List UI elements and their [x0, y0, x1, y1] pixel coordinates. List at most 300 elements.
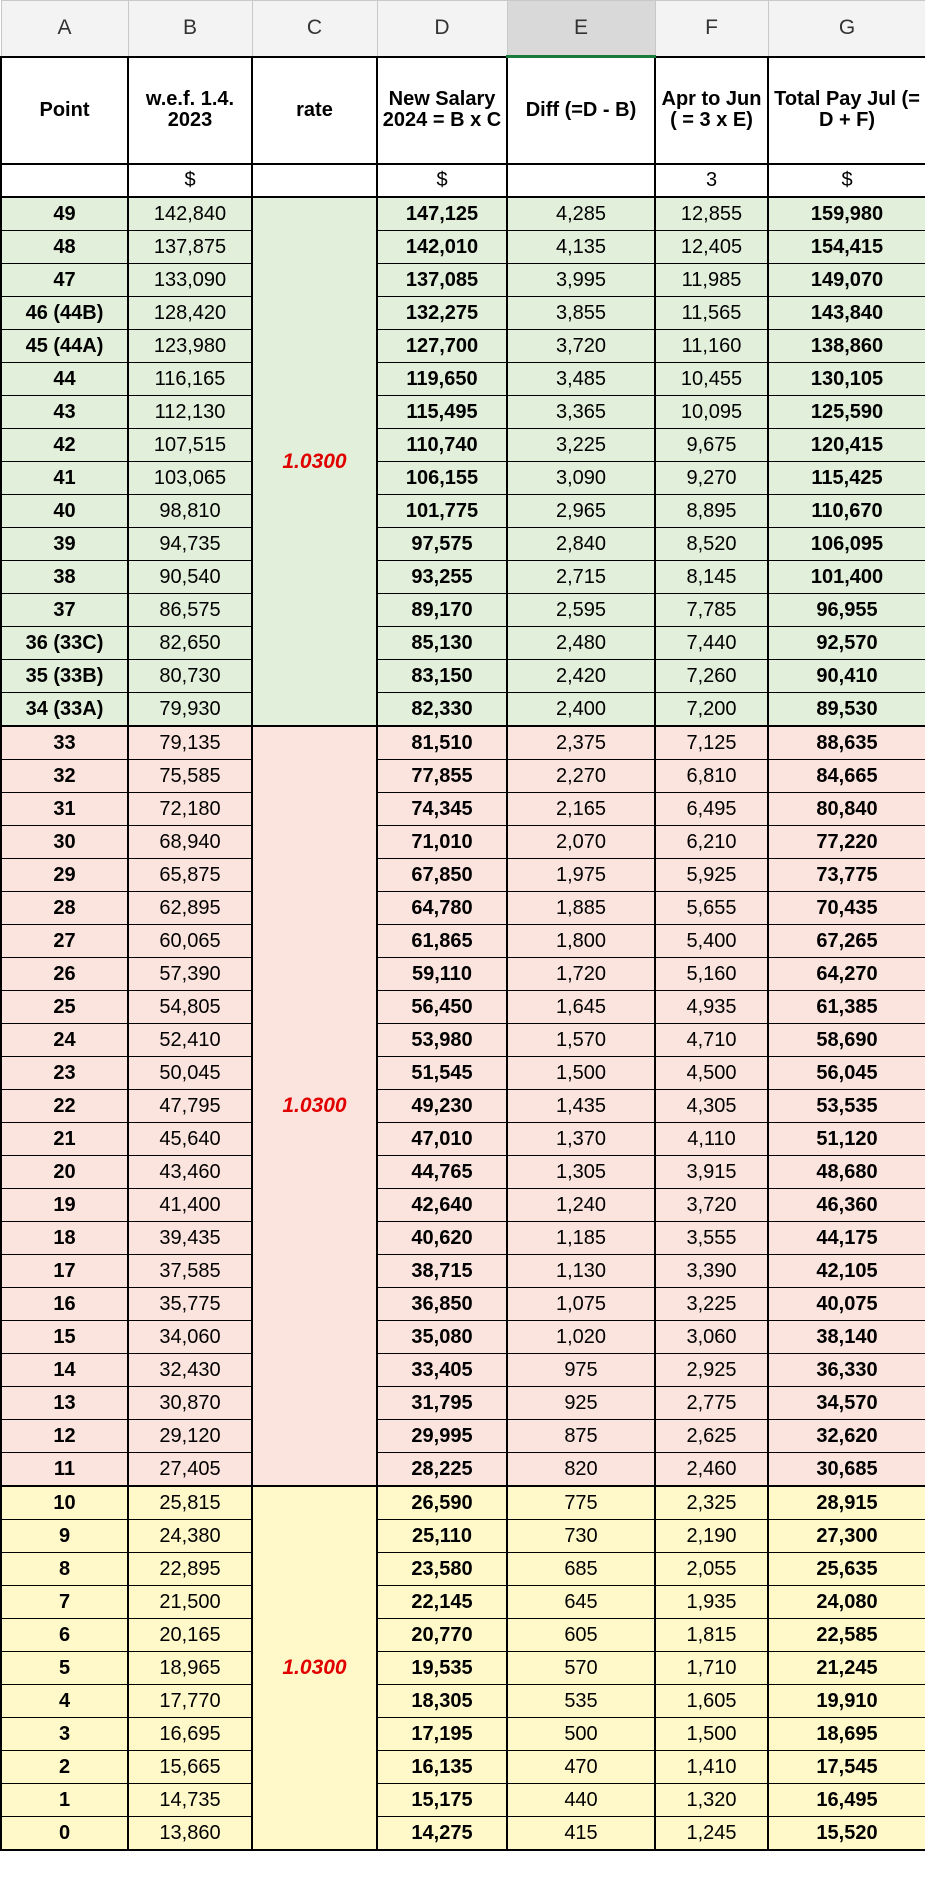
unit-point[interactable]: [1, 164, 128, 197]
cell-diff[interactable]: 4,135: [507, 231, 655, 264]
cell-apr-to-jun[interactable]: 4,710: [655, 1024, 768, 1057]
cell-apr-to-jun[interactable]: 7,125: [655, 726, 768, 760]
cell-new-salary[interactable]: 22,145: [377, 1586, 507, 1619]
cell-point[interactable]: 23: [1, 1057, 128, 1090]
cell-new-salary[interactable]: 56,450: [377, 991, 507, 1024]
cell-apr-to-jun[interactable]: 7,260: [655, 660, 768, 693]
cell-total-pay[interactable]: 143,840: [768, 297, 925, 330]
cell-new-salary[interactable]: 40,620: [377, 1222, 507, 1255]
cell-diff[interactable]: 2,270: [507, 760, 655, 793]
cell-total-pay[interactable]: 77,220: [768, 826, 925, 859]
cell-point[interactable]: 16: [1, 1288, 128, 1321]
column-header-d[interactable]: D: [377, 1, 507, 57]
cell-apr-to-jun[interactable]: 4,500: [655, 1057, 768, 1090]
cell-base-salary[interactable]: 57,390: [128, 958, 252, 991]
cell-total-pay[interactable]: 38,140: [768, 1321, 925, 1354]
cell-base-salary[interactable]: 133,090: [128, 264, 252, 297]
cell-base-salary[interactable]: 90,540: [128, 561, 252, 594]
cell-apr-to-jun[interactable]: 4,935: [655, 991, 768, 1024]
cell-total-pay[interactable]: 22,585: [768, 1619, 925, 1652]
cell-new-salary[interactable]: 59,110: [377, 958, 507, 991]
cell-diff[interactable]: 1,185: [507, 1222, 655, 1255]
cell-total-pay[interactable]: 34,570: [768, 1387, 925, 1420]
cell-apr-to-jun[interactable]: 12,405: [655, 231, 768, 264]
cell-point[interactable]: 29: [1, 859, 128, 892]
cell-diff[interactable]: 3,225: [507, 429, 655, 462]
cell-new-salary[interactable]: 93,255: [377, 561, 507, 594]
cell-point[interactable]: 49: [1, 197, 128, 231]
cell-apr-to-jun[interactable]: 1,605: [655, 1685, 768, 1718]
cell-diff[interactable]: 1,435: [507, 1090, 655, 1123]
cell-new-salary[interactable]: 115,495: [377, 396, 507, 429]
cell-base-salary[interactable]: 41,400: [128, 1189, 252, 1222]
cell-point[interactable]: 30: [1, 826, 128, 859]
cell-apr-to-jun[interactable]: 10,455: [655, 363, 768, 396]
cell-point[interactable]: 19: [1, 1189, 128, 1222]
cell-apr-to-jun[interactable]: 1,320: [655, 1784, 768, 1817]
cell-total-pay[interactable]: 28,915: [768, 1486, 925, 1520]
cell-apr-to-jun[interactable]: 3,555: [655, 1222, 768, 1255]
cell-new-salary[interactable]: 74,345: [377, 793, 507, 826]
header-new-salary[interactable]: New Salary 2024 = B x C: [377, 57, 507, 165]
cell-diff[interactable]: 1,570: [507, 1024, 655, 1057]
cell-diff[interactable]: 3,365: [507, 396, 655, 429]
cell-point[interactable]: 15: [1, 1321, 128, 1354]
cell-point[interactable]: 39: [1, 528, 128, 561]
cell-point[interactable]: 42: [1, 429, 128, 462]
cell-apr-to-jun[interactable]: 2,625: [655, 1420, 768, 1453]
cell-point[interactable]: 0: [1, 1817, 128, 1851]
cell-diff[interactable]: 1,130: [507, 1255, 655, 1288]
cell-point[interactable]: 11: [1, 1453, 128, 1487]
cell-apr-to-jun[interactable]: 7,440: [655, 627, 768, 660]
cell-diff[interactable]: 1,500: [507, 1057, 655, 1090]
unit-rate[interactable]: [252, 164, 377, 197]
cell-new-salary[interactable]: 28,225: [377, 1453, 507, 1487]
cell-total-pay[interactable]: 51,120: [768, 1123, 925, 1156]
cell-point[interactable]: 3: [1, 1718, 128, 1751]
cell-diff[interactable]: 3,485: [507, 363, 655, 396]
cell-new-salary[interactable]: 35,080: [377, 1321, 507, 1354]
cell-diff[interactable]: 1,645: [507, 991, 655, 1024]
cell-base-salary[interactable]: 98,810: [128, 495, 252, 528]
cell-total-pay[interactable]: 19,910: [768, 1685, 925, 1718]
cell-new-salary[interactable]: 19,535: [377, 1652, 507, 1685]
cell-apr-to-jun[interactable]: 1,500: [655, 1718, 768, 1751]
cell-base-salary[interactable]: 142,840: [128, 197, 252, 231]
cell-apr-to-jun[interactable]: 2,190: [655, 1520, 768, 1553]
cell-base-salary[interactable]: 94,735: [128, 528, 252, 561]
cell-diff[interactable]: 3,995: [507, 264, 655, 297]
cell-apr-to-jun[interactable]: 1,815: [655, 1619, 768, 1652]
cell-base-salary[interactable]: 107,515: [128, 429, 252, 462]
cell-new-salary[interactable]: 127,700: [377, 330, 507, 363]
cell-point[interactable]: 2: [1, 1751, 128, 1784]
cell-diff[interactable]: 2,400: [507, 693, 655, 727]
cell-total-pay[interactable]: 138,860: [768, 330, 925, 363]
cell-total-pay[interactable]: 32,620: [768, 1420, 925, 1453]
cell-total-pay[interactable]: 120,415: [768, 429, 925, 462]
cell-total-pay[interactable]: 73,775: [768, 859, 925, 892]
cell-new-salary[interactable]: 31,795: [377, 1387, 507, 1420]
cell-diff[interactable]: 1,885: [507, 892, 655, 925]
cell-base-salary[interactable]: 112,130: [128, 396, 252, 429]
cell-base-salary[interactable]: 103,065: [128, 462, 252, 495]
cell-point[interactable]: 4: [1, 1685, 128, 1718]
cell-diff[interactable]: 2,715: [507, 561, 655, 594]
cell-diff[interactable]: 605: [507, 1619, 655, 1652]
cell-point[interactable]: 14: [1, 1354, 128, 1387]
cell-total-pay[interactable]: 42,105: [768, 1255, 925, 1288]
cell-point[interactable]: 32: [1, 760, 128, 793]
cell-base-salary[interactable]: 34,060: [128, 1321, 252, 1354]
cell-diff[interactable]: 3,090: [507, 462, 655, 495]
cell-diff[interactable]: 730: [507, 1520, 655, 1553]
cell-new-salary[interactable]: 82,330: [377, 693, 507, 727]
cell-point[interactable]: 10: [1, 1486, 128, 1520]
cell-base-salary[interactable]: 137,875: [128, 231, 252, 264]
cell-apr-to-jun[interactable]: 5,925: [655, 859, 768, 892]
cell-new-salary[interactable]: 97,575: [377, 528, 507, 561]
cell-point[interactable]: 40: [1, 495, 128, 528]
cell-apr-to-jun[interactable]: 10,095: [655, 396, 768, 429]
cell-point[interactable]: 38: [1, 561, 128, 594]
cell-new-salary[interactable]: 15,175: [377, 1784, 507, 1817]
cell-total-pay[interactable]: 96,955: [768, 594, 925, 627]
header-apr-to-jun[interactable]: Apr to Jun ( = 3 x E): [655, 57, 768, 165]
cell-base-salary[interactable]: 30,870: [128, 1387, 252, 1420]
cell-diff[interactable]: 2,165: [507, 793, 655, 826]
cell-base-salary[interactable]: 75,585: [128, 760, 252, 793]
cell-diff[interactable]: 2,375: [507, 726, 655, 760]
cell-point[interactable]: 1: [1, 1784, 128, 1817]
cell-point[interactable]: 43: [1, 396, 128, 429]
column-header-g[interactable]: G: [768, 1, 925, 57]
cell-total-pay[interactable]: 101,400: [768, 561, 925, 594]
cell-total-pay[interactable]: 15,520: [768, 1817, 925, 1851]
cell-apr-to-jun[interactable]: 12,855: [655, 197, 768, 231]
column-header-e[interactable]: E: [507, 1, 655, 57]
cell-base-salary[interactable]: 15,665: [128, 1751, 252, 1784]
cell-point[interactable]: 41: [1, 462, 128, 495]
cell-new-salary[interactable]: 44,765: [377, 1156, 507, 1189]
cell-base-salary[interactable]: 54,805: [128, 991, 252, 1024]
cell-apr-to-jun[interactable]: 6,810: [655, 760, 768, 793]
cell-new-salary[interactable]: 29,995: [377, 1420, 507, 1453]
cell-point[interactable]: 46 (44B): [1, 297, 128, 330]
cell-new-salary[interactable]: 17,195: [377, 1718, 507, 1751]
cell-total-pay[interactable]: 56,045: [768, 1057, 925, 1090]
cell-apr-to-jun[interactable]: 6,495: [655, 793, 768, 826]
cell-total-pay[interactable]: 44,175: [768, 1222, 925, 1255]
cell-new-salary[interactable]: 147,125: [377, 197, 507, 231]
cell-point[interactable]: 35 (33B): [1, 660, 128, 693]
cell-total-pay[interactable]: 24,080: [768, 1586, 925, 1619]
cell-total-pay[interactable]: 48,680: [768, 1156, 925, 1189]
cell-apr-to-jun[interactable]: 7,785: [655, 594, 768, 627]
cell-new-salary[interactable]: 132,275: [377, 297, 507, 330]
cell-apr-to-jun[interactable]: 3,720: [655, 1189, 768, 1222]
cell-total-pay[interactable]: 154,415: [768, 231, 925, 264]
cell-diff[interactable]: 1,240: [507, 1189, 655, 1222]
cell-base-salary[interactable]: 80,730: [128, 660, 252, 693]
cell-apr-to-jun[interactable]: 11,565: [655, 297, 768, 330]
cell-point[interactable]: 7: [1, 1586, 128, 1619]
cell-new-salary[interactable]: 18,305: [377, 1685, 507, 1718]
rate-cell[interactable]: 1.0300: [252, 726, 377, 1486]
cell-base-salary[interactable]: 86,575: [128, 594, 252, 627]
cell-new-salary[interactable]: 53,980: [377, 1024, 507, 1057]
cell-base-salary[interactable]: 13,860: [128, 1817, 252, 1851]
cell-apr-to-jun[interactable]: 3,060: [655, 1321, 768, 1354]
cell-apr-to-jun[interactable]: 2,325: [655, 1486, 768, 1520]
column-header-f[interactable]: F: [655, 1, 768, 57]
cell-base-salary[interactable]: 32,430: [128, 1354, 252, 1387]
rate-cell[interactable]: 1.0300: [252, 197, 377, 726]
cell-base-salary[interactable]: 21,500: [128, 1586, 252, 1619]
column-header-b[interactable]: B: [128, 1, 252, 57]
cell-new-salary[interactable]: 85,130: [377, 627, 507, 660]
cell-apr-to-jun[interactable]: 4,110: [655, 1123, 768, 1156]
cell-new-salary[interactable]: 83,150: [377, 660, 507, 693]
cell-base-salary[interactable]: 72,180: [128, 793, 252, 826]
cell-point[interactable]: 17: [1, 1255, 128, 1288]
cell-diff[interactable]: 2,595: [507, 594, 655, 627]
cell-total-pay[interactable]: 84,665: [768, 760, 925, 793]
cell-apr-to-jun[interactable]: 6,210: [655, 826, 768, 859]
cell-diff[interactable]: 1,020: [507, 1321, 655, 1354]
cell-diff[interactable]: 1,370: [507, 1123, 655, 1156]
cell-diff[interactable]: 975: [507, 1354, 655, 1387]
cell-base-salary[interactable]: 47,795: [128, 1090, 252, 1123]
cell-diff[interactable]: 3,720: [507, 330, 655, 363]
cell-new-salary[interactable]: 20,770: [377, 1619, 507, 1652]
unit-apr-to-jun[interactable]: 3: [655, 164, 768, 197]
cell-total-pay[interactable]: 110,670: [768, 495, 925, 528]
cell-diff[interactable]: 1,720: [507, 958, 655, 991]
cell-point[interactable]: 36 (33C): [1, 627, 128, 660]
cell-point[interactable]: 34 (33A): [1, 693, 128, 727]
cell-diff[interactable]: 1,800: [507, 925, 655, 958]
cell-apr-to-jun[interactable]: 9,675: [655, 429, 768, 462]
cell-total-pay[interactable]: 18,695: [768, 1718, 925, 1751]
cell-apr-to-jun[interactable]: 1,710: [655, 1652, 768, 1685]
cell-total-pay[interactable]: 17,545: [768, 1751, 925, 1784]
cell-diff[interactable]: 570: [507, 1652, 655, 1685]
cell-new-salary[interactable]: 64,780: [377, 892, 507, 925]
cell-total-pay[interactable]: 64,270: [768, 958, 925, 991]
cell-point[interactable]: 44: [1, 363, 128, 396]
cell-point[interactable]: 5: [1, 1652, 128, 1685]
cell-diff[interactable]: 470: [507, 1751, 655, 1784]
cell-new-salary[interactable]: 33,405: [377, 1354, 507, 1387]
cell-point[interactable]: 8: [1, 1553, 128, 1586]
cell-point[interactable]: 47: [1, 264, 128, 297]
cell-new-salary[interactable]: 36,850: [377, 1288, 507, 1321]
cell-point[interactable]: 31: [1, 793, 128, 826]
cell-total-pay[interactable]: 16,495: [768, 1784, 925, 1817]
column-header-c[interactable]: C: [252, 1, 377, 57]
cell-apr-to-jun[interactable]: 3,915: [655, 1156, 768, 1189]
cell-point[interactable]: 24: [1, 1024, 128, 1057]
cell-total-pay[interactable]: 53,535: [768, 1090, 925, 1123]
cell-point[interactable]: 33: [1, 726, 128, 760]
cell-diff[interactable]: 685: [507, 1553, 655, 1586]
cell-diff[interactable]: 2,480: [507, 627, 655, 660]
cell-base-salary[interactable]: 39,435: [128, 1222, 252, 1255]
cell-base-salary[interactable]: 82,650: [128, 627, 252, 660]
unit-diff[interactable]: [507, 164, 655, 197]
cell-point[interactable]: 37: [1, 594, 128, 627]
cell-new-salary[interactable]: 142,010: [377, 231, 507, 264]
cell-diff[interactable]: 820: [507, 1453, 655, 1487]
cell-total-pay[interactable]: 61,385: [768, 991, 925, 1024]
cell-point[interactable]: 45 (44A): [1, 330, 128, 363]
cell-new-salary[interactable]: 16,135: [377, 1751, 507, 1784]
cell-new-salary[interactable]: 61,865: [377, 925, 507, 958]
cell-base-salary[interactable]: 123,980: [128, 330, 252, 363]
cell-point[interactable]: 27: [1, 925, 128, 958]
cell-new-salary[interactable]: 101,775: [377, 495, 507, 528]
cell-new-salary[interactable]: 81,510: [377, 726, 507, 760]
column-header-a[interactable]: A: [1, 1, 128, 57]
cell-diff[interactable]: 775: [507, 1486, 655, 1520]
cell-apr-to-jun[interactable]: 1,935: [655, 1586, 768, 1619]
cell-base-salary[interactable]: 45,640: [128, 1123, 252, 1156]
cell-new-salary[interactable]: 119,650: [377, 363, 507, 396]
cell-point[interactable]: 26: [1, 958, 128, 991]
cell-total-pay[interactable]: 21,245: [768, 1652, 925, 1685]
cell-point[interactable]: 6: [1, 1619, 128, 1652]
cell-diff[interactable]: 1,075: [507, 1288, 655, 1321]
cell-base-salary[interactable]: 79,135: [128, 726, 252, 760]
cell-base-salary[interactable]: 62,895: [128, 892, 252, 925]
cell-total-pay[interactable]: 27,300: [768, 1520, 925, 1553]
cell-new-salary[interactable]: 25,110: [377, 1520, 507, 1553]
cell-base-salary[interactable]: 60,065: [128, 925, 252, 958]
cell-diff[interactable]: 925: [507, 1387, 655, 1420]
cell-base-salary[interactable]: 24,380: [128, 1520, 252, 1553]
cell-new-salary[interactable]: 110,740: [377, 429, 507, 462]
cell-point[interactable]: 22: [1, 1090, 128, 1123]
cell-new-salary[interactable]: 14,275: [377, 1817, 507, 1851]
unit-base-salary[interactable]: $: [128, 164, 252, 197]
cell-base-salary[interactable]: 35,775: [128, 1288, 252, 1321]
cell-total-pay[interactable]: 88,635: [768, 726, 925, 760]
cell-new-salary[interactable]: 23,580: [377, 1553, 507, 1586]
cell-diff[interactable]: 2,840: [507, 528, 655, 561]
cell-point[interactable]: 20: [1, 1156, 128, 1189]
cell-diff[interactable]: 500: [507, 1718, 655, 1751]
cell-apr-to-jun[interactable]: 9,270: [655, 462, 768, 495]
cell-point[interactable]: 13: [1, 1387, 128, 1420]
cell-base-salary[interactable]: 27,405: [128, 1453, 252, 1487]
cell-base-salary[interactable]: 14,735: [128, 1784, 252, 1817]
cell-diff[interactable]: 415: [507, 1817, 655, 1851]
cell-total-pay[interactable]: 46,360: [768, 1189, 925, 1222]
cell-total-pay[interactable]: 92,570: [768, 627, 925, 660]
cell-total-pay[interactable]: 36,330: [768, 1354, 925, 1387]
cell-apr-to-jun[interactable]: 5,655: [655, 892, 768, 925]
cell-new-salary[interactable]: 67,850: [377, 859, 507, 892]
cell-base-salary[interactable]: 18,965: [128, 1652, 252, 1685]
cell-apr-to-jun[interactable]: 7,200: [655, 693, 768, 727]
cell-base-salary[interactable]: 52,410: [128, 1024, 252, 1057]
cell-base-salary[interactable]: 65,875: [128, 859, 252, 892]
cell-point[interactable]: 21: [1, 1123, 128, 1156]
cell-total-pay[interactable]: 130,105: [768, 363, 925, 396]
cell-total-pay[interactable]: 80,840: [768, 793, 925, 826]
cell-base-salary[interactable]: 25,815: [128, 1486, 252, 1520]
cell-new-salary[interactable]: 49,230: [377, 1090, 507, 1123]
cell-diff[interactable]: 4,285: [507, 197, 655, 231]
cell-base-salary[interactable]: 22,895: [128, 1553, 252, 1586]
cell-point[interactable]: 9: [1, 1520, 128, 1553]
cell-total-pay[interactable]: 106,095: [768, 528, 925, 561]
cell-total-pay[interactable]: 70,435: [768, 892, 925, 925]
cell-point[interactable]: 48: [1, 231, 128, 264]
header-total-pay[interactable]: Total Pay Jul (= D + F): [768, 57, 925, 165]
rate-cell[interactable]: 1.0300: [252, 1486, 377, 1850]
cell-apr-to-jun[interactable]: 1,245: [655, 1817, 768, 1851]
cell-base-salary[interactable]: 20,165: [128, 1619, 252, 1652]
cell-diff[interactable]: 3,855: [507, 297, 655, 330]
cell-apr-to-jun[interactable]: 3,225: [655, 1288, 768, 1321]
cell-total-pay[interactable]: 125,590: [768, 396, 925, 429]
cell-point[interactable]: 18: [1, 1222, 128, 1255]
cell-new-salary[interactable]: 47,010: [377, 1123, 507, 1156]
cell-new-salary[interactable]: 26,590: [377, 1486, 507, 1520]
cell-new-salary[interactable]: 71,010: [377, 826, 507, 859]
cell-total-pay[interactable]: 90,410: [768, 660, 925, 693]
cell-base-salary[interactable]: 16,695: [128, 1718, 252, 1751]
cell-new-salary[interactable]: 106,155: [377, 462, 507, 495]
cell-apr-to-jun[interactable]: 8,145: [655, 561, 768, 594]
unit-new-salary[interactable]: $: [377, 164, 507, 197]
cell-new-salary[interactable]: 38,715: [377, 1255, 507, 1288]
cell-diff[interactable]: 2,070: [507, 826, 655, 859]
cell-new-salary[interactable]: 77,855: [377, 760, 507, 793]
cell-point[interactable]: 12: [1, 1420, 128, 1453]
cell-total-pay[interactable]: 58,690: [768, 1024, 925, 1057]
cell-apr-to-jun[interactable]: 5,160: [655, 958, 768, 991]
cell-point[interactable]: 28: [1, 892, 128, 925]
cell-diff[interactable]: 1,305: [507, 1156, 655, 1189]
cell-apr-to-jun[interactable]: 4,305: [655, 1090, 768, 1123]
cell-apr-to-jun[interactable]: 1,410: [655, 1751, 768, 1784]
cell-total-pay[interactable]: 159,980: [768, 197, 925, 231]
header-rate[interactable]: rate: [252, 57, 377, 165]
cell-diff[interactable]: 440: [507, 1784, 655, 1817]
cell-diff[interactable]: 2,420: [507, 660, 655, 693]
cell-total-pay[interactable]: 25,635: [768, 1553, 925, 1586]
cell-base-salary[interactable]: 37,585: [128, 1255, 252, 1288]
cell-apr-to-jun[interactable]: 11,160: [655, 330, 768, 363]
cell-base-salary[interactable]: 43,460: [128, 1156, 252, 1189]
cell-apr-to-jun[interactable]: 8,895: [655, 495, 768, 528]
cell-apr-to-jun[interactable]: 8,520: [655, 528, 768, 561]
cell-point[interactable]: 25: [1, 991, 128, 1024]
cell-apr-to-jun[interactable]: 2,460: [655, 1453, 768, 1487]
cell-apr-to-jun[interactable]: 2,055: [655, 1553, 768, 1586]
cell-new-salary[interactable]: 51,545: [377, 1057, 507, 1090]
cell-base-salary[interactable]: 17,770: [128, 1685, 252, 1718]
header-base-salary[interactable]: w.e.f. 1.4. 2023: [128, 57, 252, 165]
cell-total-pay[interactable]: 149,070: [768, 264, 925, 297]
cell-diff[interactable]: 2,965: [507, 495, 655, 528]
cell-base-salary[interactable]: 50,045: [128, 1057, 252, 1090]
cell-apr-to-jun[interactable]: 2,925: [655, 1354, 768, 1387]
